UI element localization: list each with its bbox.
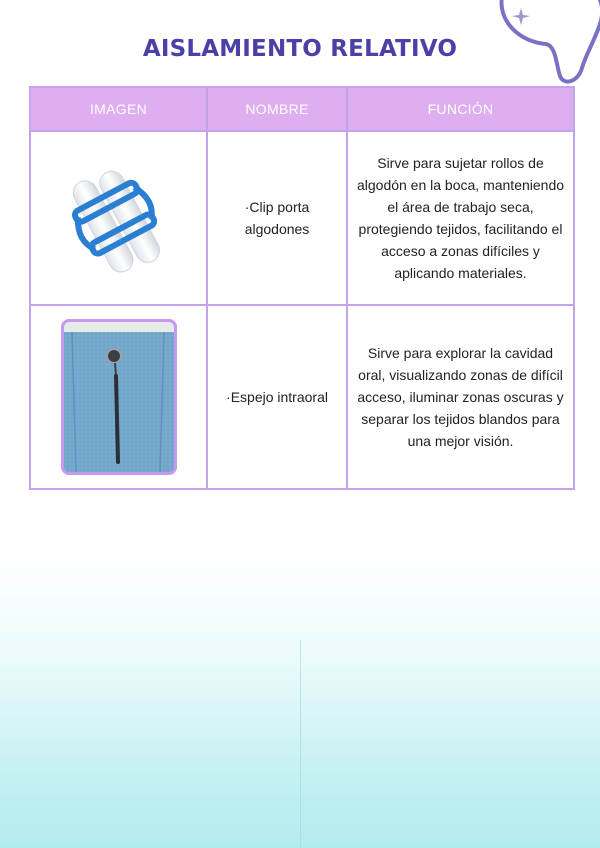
header-name: NOMBRE (207, 87, 347, 131)
page-title: AISLAMIENTO RELATIVO (142, 36, 458, 62)
header-function: FUNCIÓN (347, 87, 574, 131)
image-cell (30, 131, 207, 305)
table-header-row (30, 87, 574, 131)
name-cell: ·Espejo intraoral (207, 305, 347, 489)
image-cell (30, 305, 207, 489)
function-cell: Sirve para sujetar rollos de algodón en la boca, manteniendo el área de trabajo seca, protegiendo tejidos, facilitando el acceso a zonas difíciles y aplicando materiales. (347, 131, 574, 305)
background-divider (300, 640, 301, 848)
dental-mirror-image (61, 319, 177, 475)
instrument-table (29, 86, 575, 490)
header-image: IMAGEN (30, 87, 207, 131)
function-cell: Sirve para explorar la cavidad oral, visualizando zonas de difícil acceso, iluminar zonas oscuras y separar los tejidos blandos para una mejor visión. (347, 305, 574, 489)
table-row (30, 305, 574, 489)
cotton-roll-holder-clip-image (59, 162, 179, 274)
table-row (30, 131, 574, 305)
name-cell: ·Clip porta algodones (207, 131, 347, 305)
